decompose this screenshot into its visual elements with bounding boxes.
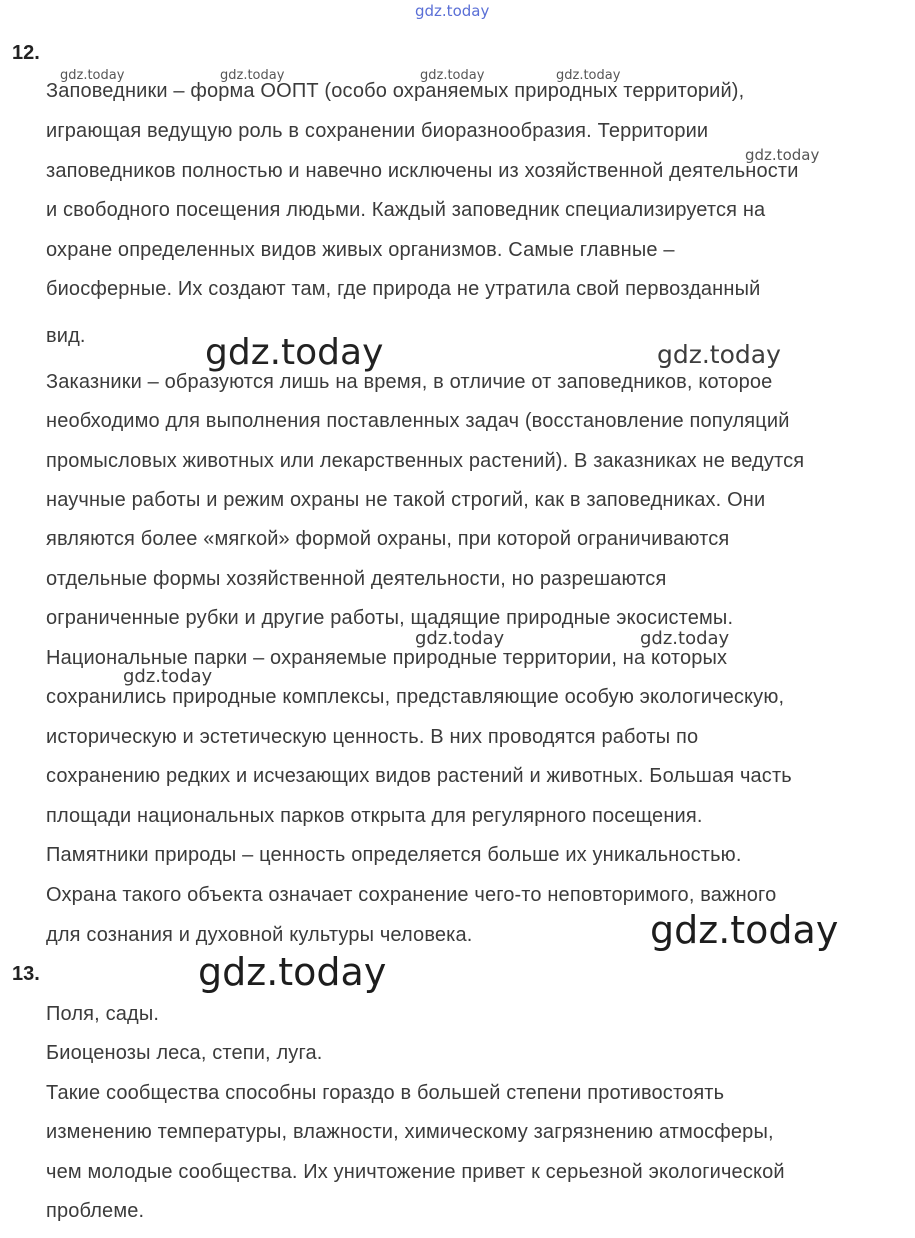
watermark: gdz.today	[220, 68, 285, 83]
watermark: gdz.today	[123, 666, 213, 687]
watermark-large: gdz.today	[650, 908, 839, 952]
text-line: сохранению редких и исчезающих видов растений и животных. Большая часть	[46, 765, 792, 787]
text-line: необходимо для выполнения поставленных задач (восстановление популяций	[46, 410, 790, 432]
text-line: изменению температуры, влажности, химическому загрязнению атмосферы,	[46, 1121, 774, 1143]
text-line: биосферные. Их создают там, где природа не утратила свой первозданный	[46, 278, 761, 300]
text-line: историческую и эстетическую ценность. В них проводятся работы по	[46, 726, 699, 748]
task-number: 13.	[12, 963, 40, 985]
text-line: и свободного посещения людьми. Каждый заповедник специализируется на	[46, 199, 766, 221]
text-line: являются более «мягкой» формой охраны, при которой ограничиваются	[46, 528, 730, 550]
text-line: проблеме.	[46, 1200, 145, 1222]
text-line: играющая ведущую роль в сохранении биоразнообразия. Территории	[46, 120, 709, 142]
watermark-top: gdz.today	[415, 2, 490, 20]
text-line: Охрана такого объекта означает сохранение чего-то неповторимого, важного	[46, 884, 777, 906]
text-line: чем молодые сообщества. Их уничтожение привет к серьезной экологической	[46, 1161, 785, 1183]
text-line: вид.	[46, 325, 86, 347]
text-line: Памятники природы – ценность определяется больше их уникальностью.	[46, 844, 742, 866]
text-line: ограниченные рубки и другие работы, щадящие природные экосистемы.	[46, 607, 734, 629]
text-line: Такие сообщества способны гораздо в большей степени противостоять	[46, 1082, 725, 1104]
text-line: научные работы и режим охраны не такой строгий, как в заповедниках. Они	[46, 489, 766, 511]
watermark-medium: gdz.today	[657, 340, 781, 369]
text-line: Национальные парки – охраняемые природные территории, на которых	[46, 647, 728, 669]
watermark: gdz.today	[640, 628, 730, 649]
watermark: gdz.today	[420, 68, 485, 83]
text-line: для сознания и духовной культуры человека.	[46, 924, 473, 946]
text-line: Заказники – образуются лишь на время, в отличие от заповедников, которое	[46, 371, 773, 393]
watermark: gdz.today	[60, 68, 125, 83]
text-line: промысловых животных или лекарственных растений). В заказниках не ведутся	[46, 450, 805, 472]
watermark: gdz.today	[745, 146, 820, 164]
text-line: Поля, сады.	[46, 1003, 160, 1025]
text-line: сохранились природные комплексы, представляющие особую экологическую,	[46, 686, 785, 708]
watermark-large: gdz.today	[198, 950, 387, 994]
watermark-large: gdz.today	[205, 332, 384, 373]
text-line: площади национальных парков открыта для регулярного посещения.	[46, 805, 703, 827]
text-line: охране определенных видов живых организмов. Самые главные –	[46, 239, 675, 261]
task-number: 12.	[12, 42, 40, 64]
watermark: gdz.today	[415, 628, 505, 649]
text-line: Биоценозы леса, степи, луга.	[46, 1042, 323, 1064]
text-line: отдельные формы хозяйственной деятельности, но разрешаются	[46, 568, 667, 590]
text-line: Заповедники – форма ООПТ (особо охраняемых природных территорий),	[46, 80, 745, 102]
text-line: заповедников полностью и навечно исключены из хозяйственной деятельности	[46, 160, 799, 182]
watermark: gdz.today	[556, 68, 621, 83]
